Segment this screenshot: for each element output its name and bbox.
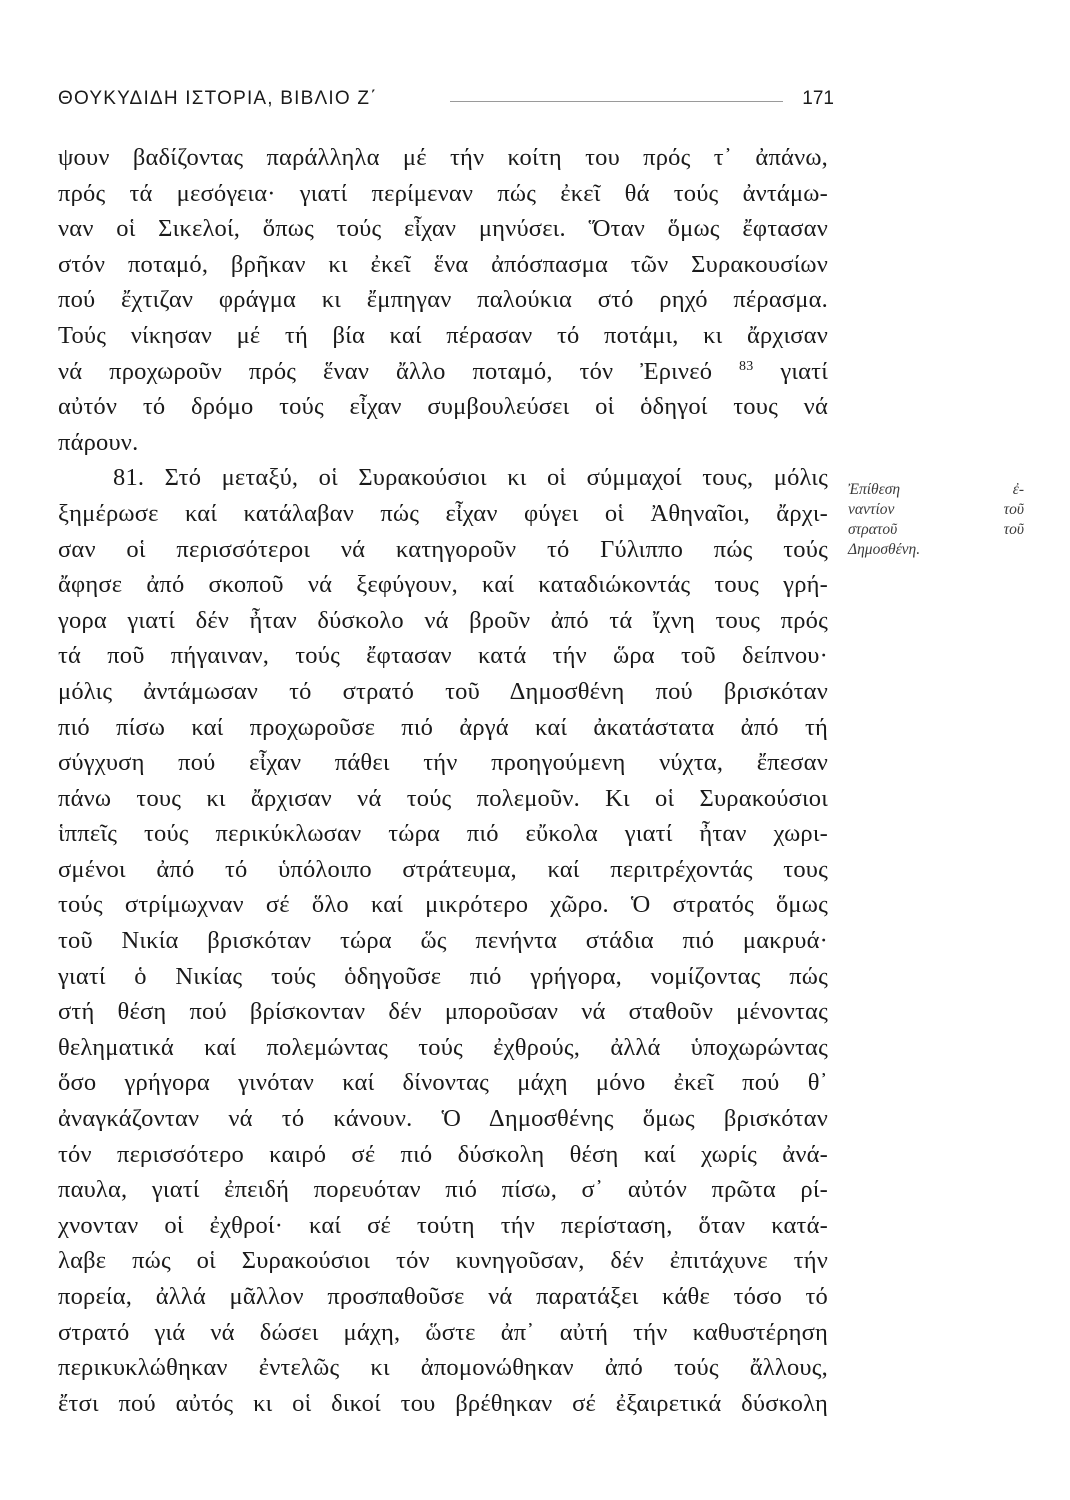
main-text [58, 140, 828, 1421]
text-line: σύγχυση πού εἶχαν πάθει τήν προηγούμενη νύχτα, ἔπεσαν [58, 749, 828, 777]
text-line: στόν ποταμό, βρῆκαν κι ἐκεῖ ἕνα ἀπόσπασμα τῶν Συρακουσίων [58, 250, 828, 278]
text-line: ἱππεῖς τούς περικύκλωσαν τώρα πιό εὔκολα γιατί ἦταν χωρι- [58, 820, 828, 848]
section-start-line: 81. Στό μεταξύ, οἱ Συρακούσιοι κι οἱ σύμμαχοί τους, μόλις [113, 464, 828, 492]
text-line: σαν οἱ περισσότεροι νά κατηγοροῦν τό Γύλιππο πώς τούς [58, 535, 828, 563]
text-line: αὐτόν τό δρόμο τούς εἶχαν συμβουλεύσει οἱ ὁδηγοί τους νά [58, 393, 828, 421]
margin-note-line: Δημοσθένη. [848, 541, 921, 558]
header-rule [450, 101, 783, 102]
text-line: θεληματικά καί πολεμώντας τούς ἐχθρούς, ἀλλά ὑποχωρώντας [58, 1033, 828, 1061]
text-line: ὅσο γρήγορα γινόταν καί δίνοντας μάχη μόνο ἐκεῖ πού θ᾽ [58, 1069, 828, 1097]
text-line: στή θέση πού βρίσκονταν δέν μποροῦσαν νά σταθοῦν μένοντας [58, 998, 828, 1026]
text-line: μόλις ἀντάμωσαν τό στρατό τοῦ Δημοσθένη πού βρισκόταν [58, 677, 828, 705]
text-line: ἀναγκάζονταν νά τό κάνουν. Ὁ Δημοσθένης ὅμως βρισκόταν [58, 1105, 828, 1133]
text-line: πρός τά μεσόγεια· γιατί περίμεναν πώς ἐκεῖ θά τούς ἀντάμω- [58, 179, 828, 207]
text-line: γορα γιατί δέν ἦταν δύσκολο νά βροῦν ἀπό τά ἴχνη τους πρός [58, 606, 828, 634]
text-line: ἄφησε ἀπό σκοποῦ νά ξεφύγουν, καί καταδιώκοντάς τους γρή- [58, 571, 828, 599]
text-line: τά ποῦ πήγαιναν, τούς ἔφτασαν κατά τήν ὥρα τοῦ δείπνου· [58, 642, 828, 670]
text-line: πορεία, ἀλλά μᾶλλον προσπαθοῦσε νά παρατάξει κάθε τόσο τό [58, 1283, 828, 1310]
text-line: πού ἔχτιζαν φράγμα κι ἔμπηγαν παλούκια στό ρηχό πέρασμα. [58, 286, 828, 314]
running-title: ΘΟΥΚΥΔΙΔΗ ΙΣΤΟΡΙΑ, ΒΙΒΛΙΟ Ζ΄ [58, 88, 378, 109]
margin-note-line: στρατοῦ τοῦ [848, 521, 1024, 538]
margin-note [848, 480, 1024, 560]
text-line: παυλα, γιατί ἐπειδή πορευόταν πιό πίσω, σ᾽ αὐτόν πρῶτα ρί- [58, 1176, 828, 1204]
text-line: γιατί ὁ Νικίας τούς ὁδηγοῦσε πιό γρήγορα, νομίζοντας πώς [58, 962, 828, 990]
text-line: τούς στρίμωχναν σέ ὅλο καί μικρότερο χῶρο. Ὁ στρατός ὅμως [58, 891, 828, 919]
text-line: ψουν βαδίζοντας παράλληλα μέ τήν κοίτη του πρός τ᾽ ἀπάνω, [58, 144, 828, 171]
page-number: 171 [802, 88, 834, 109]
text-line-segment: νά προχωροῦν πρός ἕναν ἄλλο ποταμό, τόν Ἐρινεό [58, 357, 713, 385]
text-line: σμένοι ἀπό τό ὑπόλοιπο στράτευμα, καί περιτρέχοντάς τους [58, 855, 828, 883]
text-line: Τούς νίκησαν μέ τή βία καί πέρασαν τό ποτάμι, κι ἄρχισαν [58, 321, 828, 349]
page-header [58, 88, 838, 118]
text-line: τόν περισσότερο καιρό σέ πιό δύσκολη θέση καί χωρίς ἀνά- [58, 1140, 828, 1168]
text-line: περικυκλώθηκαν ἐντελῶς κι ἀπομονώθηκαν ἀπό τούς ἄλλους, [58, 1354, 828, 1382]
text-line: στρατό γιά νά δώσει μάχη, ὥστε ἀπ᾽ αὐτή τήν καθυστέρηση [58, 1318, 828, 1346]
text-line: λαβε πώς οἱ Συρακούσιοι τόν κυνηγοῦσαν, δέν ἐπιτάχυνε τήν [58, 1247, 828, 1275]
text-line: χνονταν οἱ ἐχθροί· καί σέ τούτη τήν περίσταση, ὅταν κατά- [58, 1211, 828, 1239]
text-line: τοῦ Νικία βρισκόταν τώρα ὥς πενήντα στάδια πιό μακρυά· [58, 927, 828, 955]
footnote-ref: 83 [739, 358, 754, 374]
margin-note-line: ναντίον τοῦ [848, 501, 1024, 518]
text-line: πάρουν. [58, 428, 139, 456]
text-line: ναν οἱ Σικελοί, ὅπως τούς εἶχαν μηνύσει. Ὅταν ὅμως ἔφτασαν [58, 215, 828, 243]
text-line: ἔτσι πού αὐτός κι οἱ δικοί του βρέθηκαν σέ ἐξαιρετικά δύσκολη [58, 1389, 828, 1417]
text-line: πιό πίσω καί προχωροῦσε πιό ἀργά καί ἀκατάστατα ἀπό τή [58, 713, 828, 741]
text-line: πάνω τους κι ἄρχισαν νά τούς πολεμοῦν. Κι οἱ Συρακούσιοι [58, 784, 828, 812]
text-line: ξημέρωσε καί κατάλαβαν πώς εἶχαν φύγει οἱ Ἀθηναῖοι, ἄρχι- [58, 499, 828, 527]
text-line-segment: γιατί [780, 357, 829, 385]
text-line [58, 354, 828, 390]
margin-note-line: Ἐπίθεση ἐ- [848, 481, 1024, 498]
